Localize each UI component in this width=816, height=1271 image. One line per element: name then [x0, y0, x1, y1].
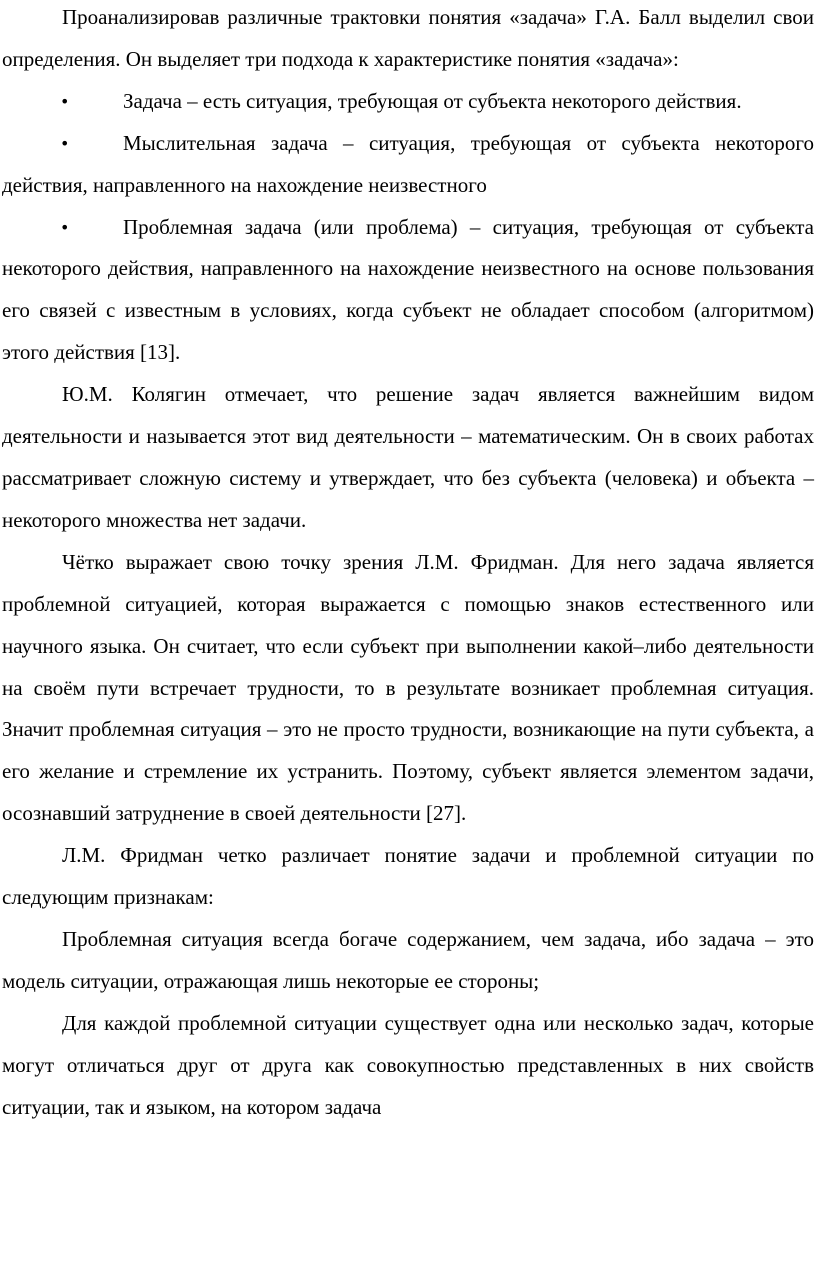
paragraph-criterion-2: Для каждой проблемной ситуации существует одна или несколько задач, которые могут отличаться друг от друга как совокупностью представленных в них свойств ситуации, так и языком, на котором задача — [2, 1010, 814, 1119]
bullet-item-1 — [2, 81, 814, 123]
bullet-icon: • — [60, 217, 70, 237]
bullet-icon: • — [60, 91, 70, 111]
bullet-item-3 — [2, 207, 814, 375]
bullet-item-text: Мыслительная задача – ситуация, требующая от субъекта некоторого действия, направленного на нахождение неизвестного — [2, 130, 814, 197]
paragraph-intro: Проанализировав различные трактовки понятия «задача» Г.А. Балл выделил свои определения. Он выделяет три подхода к характеристике понятия «задача»: — [2, 5, 814, 71]
paragraph-kolyagin: Ю.М. Колягин отмечает, что решение задач является важнейшим видом деятельности и называется этот вид деятельности – математическим. Он в своих работах рассматривает сложную систему и утверждает, что без субъекта (человека) и объекта – некоторого множества нет задачи. — [2, 382, 814, 532]
paragraph-fridman-criteria: Л.М. Фридман четко различает понятие задачи и проблемной ситуации по следующим признакам: — [2, 843, 814, 910]
bullet-icon: • — [60, 133, 70, 153]
paragraph-criterion-1: Проблемная ситуация всегда богаче содержанием, чем задача, ибо задача – это модель ситуации, отражающая лишь некоторые ее стороны; — [2, 926, 814, 993]
bullet-item-text: Задача – есть ситуация, требующая от субъекта некоторого действия. — [123, 88, 742, 113]
bullet-item-2 — [2, 123, 814, 207]
paragraph-fridman: Чётко выражает свою точку зрения Л.М. Фридман. Для него задача является проблемной ситуацией, которая выражается с помощью знаков естественного или научного языка. Он считает, что если субъект при выполнении какой–либо деятельности на своём пути встречает трудности, то в результате возникает проблемная ситуация. Значит проблемная ситуация – это не просто трудности, возникающие на пути субъекта, а его желание и стремление их устранить. Поэтому, субъект является элементом задачи, осознавший затруднение в своей деятельности [27]. — [2, 549, 814, 826]
bullet-item-text: Проблемная задача (или проблема) – ситуация, требующая от субъекта некоторого действия, направленного на нахождение неизвестного на основе пользования его связей с известным в условиях, когда субъект не обладает способом (алгоритмом) этого действия [13]. — [2, 214, 814, 365]
